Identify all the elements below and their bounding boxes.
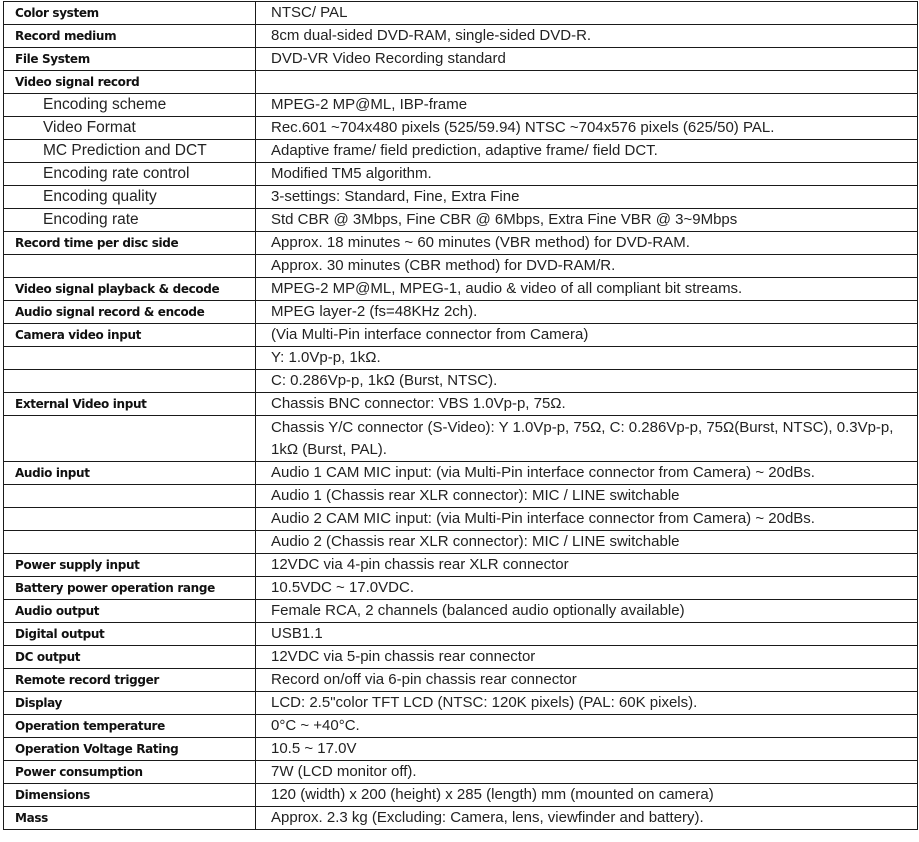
- table-row: [4, 140, 918, 163]
- table-row: [4, 117, 918, 140]
- table-row: [4, 531, 918, 554]
- table-row: [4, 646, 918, 669]
- spec-label: [4, 370, 256, 393]
- spec-value: C: 0.286Vp-p, 1kΩ (Burst, NTSC).: [256, 370, 918, 393]
- spec-value: MPEG layer-2 (fs=48KHz 2ch).: [256, 301, 918, 324]
- spec-label: Display: [4, 692, 256, 715]
- table-row: [4, 186, 918, 209]
- spec-value: Chassis Y/C connector (S-Video): Y 1.0Vp-p, 75Ω, C: 0.286Vp-p, 75Ω(Burst, NTSC), 0.3Vp-p, 1kΩ (Burst, PAL).: [256, 416, 918, 462]
- spec-value: Audio 2 CAM MIC input: (via Multi-Pin interface connector from Camera) ~ 20dBs.: [256, 508, 918, 531]
- table-row: [4, 324, 918, 347]
- spec-label: DC output: [4, 646, 256, 669]
- specifications-table-body: [4, 2, 918, 830]
- spec-label: Battery power operation range: [4, 577, 256, 600]
- table-row: [4, 94, 918, 117]
- spec-value: USB1.1: [256, 623, 918, 646]
- spec-label: [4, 416, 256, 462]
- table-row: [4, 2, 918, 25]
- spec-value: 3-settings: Standard, Fine, Extra Fine: [256, 186, 918, 209]
- spec-value: Modified TM5 algorithm.: [256, 163, 918, 186]
- spec-label: [4, 508, 256, 531]
- table-row: [4, 48, 918, 71]
- spec-value: Approx. 30 minutes (CBR method) for DVD-RAM/R.: [256, 255, 918, 278]
- spec-value: LCD: 2.5"color TFT LCD (NTSC: 120K pixels) (PAL: 60K pixels).: [256, 692, 918, 715]
- spec-label: Record medium: [4, 25, 256, 48]
- table-row: [4, 807, 918, 830]
- spec-label: [4, 485, 256, 508]
- spec-value: 10.5 ~ 17.0V: [256, 738, 918, 761]
- spec-value: 12VDC via 4-pin chassis rear XLR connector: [256, 554, 918, 577]
- table-row: [4, 554, 918, 577]
- spec-sublabel: Encoding rate: [4, 209, 256, 232]
- table-row: [4, 393, 918, 416]
- spec-label: Power supply input: [4, 554, 256, 577]
- table-row: [4, 71, 918, 94]
- table-row: [4, 163, 918, 186]
- table-row: [4, 669, 918, 692]
- table-row: [4, 278, 918, 301]
- spec-label: Mass: [4, 807, 256, 830]
- spec-value: (Via Multi-Pin interface connector from Camera): [256, 324, 918, 347]
- spec-label: Operation temperature: [4, 715, 256, 738]
- spec-label: Record time per disc side: [4, 232, 256, 255]
- spec-value: 10.5VDC ~ 17.0VDC.: [256, 577, 918, 600]
- table-row: [4, 462, 918, 485]
- spec-value: 12VDC via 5-pin chassis rear connector: [256, 646, 918, 669]
- spec-value: Approx. 2.3 kg (Excluding: Camera, lens, viewfinder and battery).: [256, 807, 918, 830]
- table-row: [4, 600, 918, 623]
- spec-value: Approx. 18 minutes ~ 60 minutes (VBR method) for DVD-RAM.: [256, 232, 918, 255]
- spec-value: NTSC/ PAL: [256, 2, 918, 25]
- table-row: [4, 209, 918, 232]
- table-row: [4, 416, 918, 462]
- spec-value: 120 (width) x 200 (height) x 285 (length) mm (mounted on camera): [256, 784, 918, 807]
- spec-value: [256, 71, 918, 94]
- table-row: [4, 761, 918, 784]
- table-row: [4, 508, 918, 531]
- table-row: [4, 25, 918, 48]
- spec-label: Operation Voltage Rating: [4, 738, 256, 761]
- spec-label: Color system: [4, 2, 256, 25]
- spec-value: Record on/off via 6-pin chassis rear connector: [256, 669, 918, 692]
- spec-label: Audio output: [4, 600, 256, 623]
- table-row: [4, 692, 918, 715]
- table-row: [4, 623, 918, 646]
- spec-value: Std CBR @ 3Mbps, Fine CBR @ 6Mbps, Extra Fine VBR @ 3~9Mbps: [256, 209, 918, 232]
- spec-label: Power consumption: [4, 761, 256, 784]
- table-row: [4, 370, 918, 393]
- spec-label: [4, 531, 256, 554]
- spec-label: Camera video input: [4, 324, 256, 347]
- spec-label: Audio signal record & encode: [4, 301, 256, 324]
- table-row: [4, 255, 918, 278]
- specifications-table: [3, 1, 918, 830]
- table-row: [4, 301, 918, 324]
- spec-sublabel: Encoding rate control: [4, 163, 256, 186]
- spec-label: Audio input: [4, 462, 256, 485]
- spec-value: DVD-VR Video Recording standard: [256, 48, 918, 71]
- spec-sublabel: Encoding scheme: [4, 94, 256, 117]
- table-row: [4, 784, 918, 807]
- spec-value: Female RCA, 2 channels (balanced audio optionally available): [256, 600, 918, 623]
- spec-sublabel: Encoding quality: [4, 186, 256, 209]
- spec-value: Audio 2 (Chassis rear XLR connector): MIC / LINE switchable: [256, 531, 918, 554]
- table-row: [4, 347, 918, 370]
- spec-sublabel: MC Prediction and DCT: [4, 140, 256, 163]
- spec-value: 7W (LCD monitor off).: [256, 761, 918, 784]
- spec-value: Audio 1 CAM MIC input: (via Multi-Pin interface connector from Camera) ~ 20dBs.: [256, 462, 918, 485]
- table-row: [4, 232, 918, 255]
- spec-sublabel: Video Format: [4, 117, 256, 140]
- spec-label: File System: [4, 48, 256, 71]
- spec-label: Remote record trigger: [4, 669, 256, 692]
- spec-value: Rec.601 ~704x480 pixels (525/59.94) NTSC ~704x576 pixels (625/50) PAL.: [256, 117, 918, 140]
- spec-label: Digital output: [4, 623, 256, 646]
- spec-value: Y: 1.0Vp-p, 1kΩ.: [256, 347, 918, 370]
- spec-label: External Video input: [4, 393, 256, 416]
- spec-value: Audio 1 (Chassis rear XLR connector): MIC / LINE switchable: [256, 485, 918, 508]
- spec-value: MPEG-2 MP@ML, IBP-frame: [256, 94, 918, 117]
- table-row: [4, 738, 918, 761]
- spec-label: Video signal playback & decode: [4, 278, 256, 301]
- table-row: [4, 485, 918, 508]
- spec-value: 0°C ~ +40°C.: [256, 715, 918, 738]
- spec-value: 8cm dual-sided DVD-RAM, single-sided DVD-R.: [256, 25, 918, 48]
- spec-label: Dimensions: [4, 784, 256, 807]
- spec-value: Adaptive frame/ field prediction, adaptive frame/ field DCT.: [256, 140, 918, 163]
- spec-sheet: [3, 1, 917, 830]
- spec-label: [4, 255, 256, 278]
- spec-value: Chassis BNC connector: VBS 1.0Vp-p, 75Ω.: [256, 393, 918, 416]
- spec-label: [4, 347, 256, 370]
- spec-value: MPEG-2 MP@ML, MPEG-1, audio & video of all compliant bit streams.: [256, 278, 918, 301]
- table-row: [4, 715, 918, 738]
- table-row: [4, 577, 918, 600]
- spec-label: Video signal record: [4, 71, 256, 94]
